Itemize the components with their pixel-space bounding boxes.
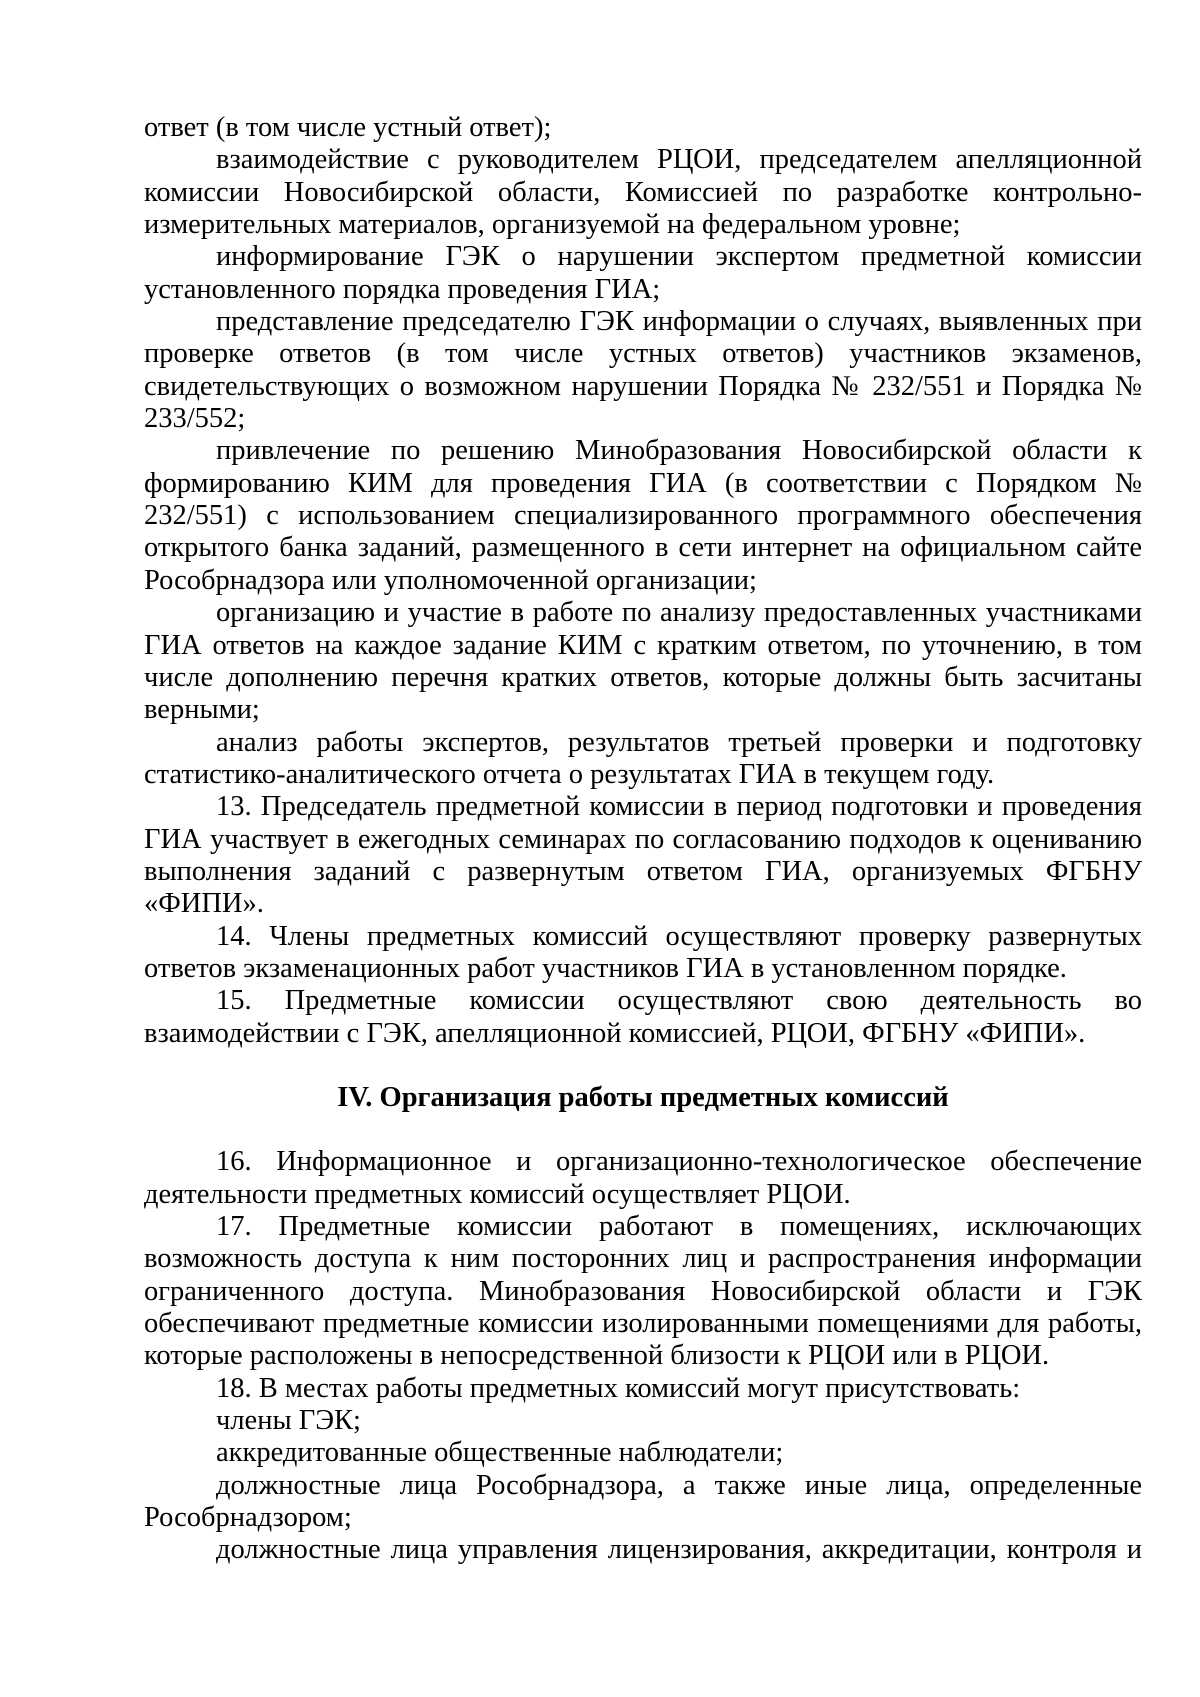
paragraph: 14. Члены предметных комиссий осуществляют проверку развернутых ответов экзаменационных работ участников ГИА в установленном порядке. [144,920,1142,984]
paragraph: 16. Информационное и организационно-технологическое обеспечение деятельности предметных комиссий осуществляет РЦОИ. [144,1146,1142,1210]
paragraph: аккредитованные общественные наблюдатели; [216,1437,784,1469]
spacer [144,1114,1142,1146]
paragraph: информирование ГЭК о нарушении экспертом предметной комиссии установленного порядка проведения ГИА; [144,241,1142,305]
paragraph: представление председателю ГЭК информации о случаях, выявленных при проверке ответов (в том числе устных ответов) участников экзаменов, свидетельствующих о возможном нарушении Порядка № 232/551 и Порядка № 233/552; [144,306,1142,435]
paragraph: ответ (в том числе устный ответ); [144,112,552,143]
paragraph: привлечение по решению Минобразования Новосибирской области к формированию КИМ для проведения ГИА (в соответствии с Порядком № 232/551) с использованием специализированного программного обеспечения открытого банка заданий, размещенного в сети интернет на официальном сайте Рособрнадзора или уполномоченной организации; [144,435,1142,596]
paragraphs-before-heading [144,112,1142,1050]
paragraph: организацию и участие в работе по анализу предоставленных участниками ГИА ответов на каждое задание КИМ с кратким ответом, по уточнению, в том числе дополнению перечня кратких ответов, которые должны быть засчитаны верными; [144,597,1142,726]
paragraph: 15. Предметные комиссии осуществляют свою деятельность во взаимодействии с ГЭК, апелляционной комиссией, РЦОИ, ФГБНУ «ФИПИ». [144,985,1142,1049]
paragraph: должностные лица Рособрнадзора, а также иные лица, определенные Рособрнадзором; [144,1469,1142,1534]
paragraph: должностные лица управления лицензирования, аккредитации, контроля и [216,1534,1142,1566]
paragraph: взаимодействие с руководителем РЦОИ, председателем апелляционной комиссии Новосибирской области, Комиссией по разработке контрольно-измерительных материалов, организуемой на федеральном уровне; [144,144,1142,241]
spacer [144,1050,1142,1082]
paragraph: 17. Предметные комиссии работают в помещениях, исключающих возможность доступа к ним посторонних лиц и распространения информации ограниченного доступа. Минобразования Новосибирской области и ГЭК обеспечивают предметные комиссии изолированными помещениями для работы, которые расположены в непосредственной близости к РЦОИ или в РЦОИ. [144,1211,1142,1372]
paragraph: 18. В местах работы предметных комиссий могут присутствовать: [216,1372,1021,1404]
document-body [144,112,1142,1567]
paragraphs-after-heading [144,1146,1142,1566]
paragraph: анализ работы экспертов, результатов третьей проверки и подготовку статистико-аналитического отчета о результатах ГИА в текущем году. [144,726,1142,790]
paragraph: члены ГЭК; [216,1405,361,1437]
section-heading: IV. Организация работы предметных комиссий [337,1081,949,1113]
paragraph: 13. Председатель предметной комиссии в период подготовки и проведения ГИА участвует в ежегодных семинарах по согласованию подходов к оцениванию выполнения заданий с развернутым ответом ГИА, организуемых ФГБНУ «ФИПИ». [144,791,1142,920]
